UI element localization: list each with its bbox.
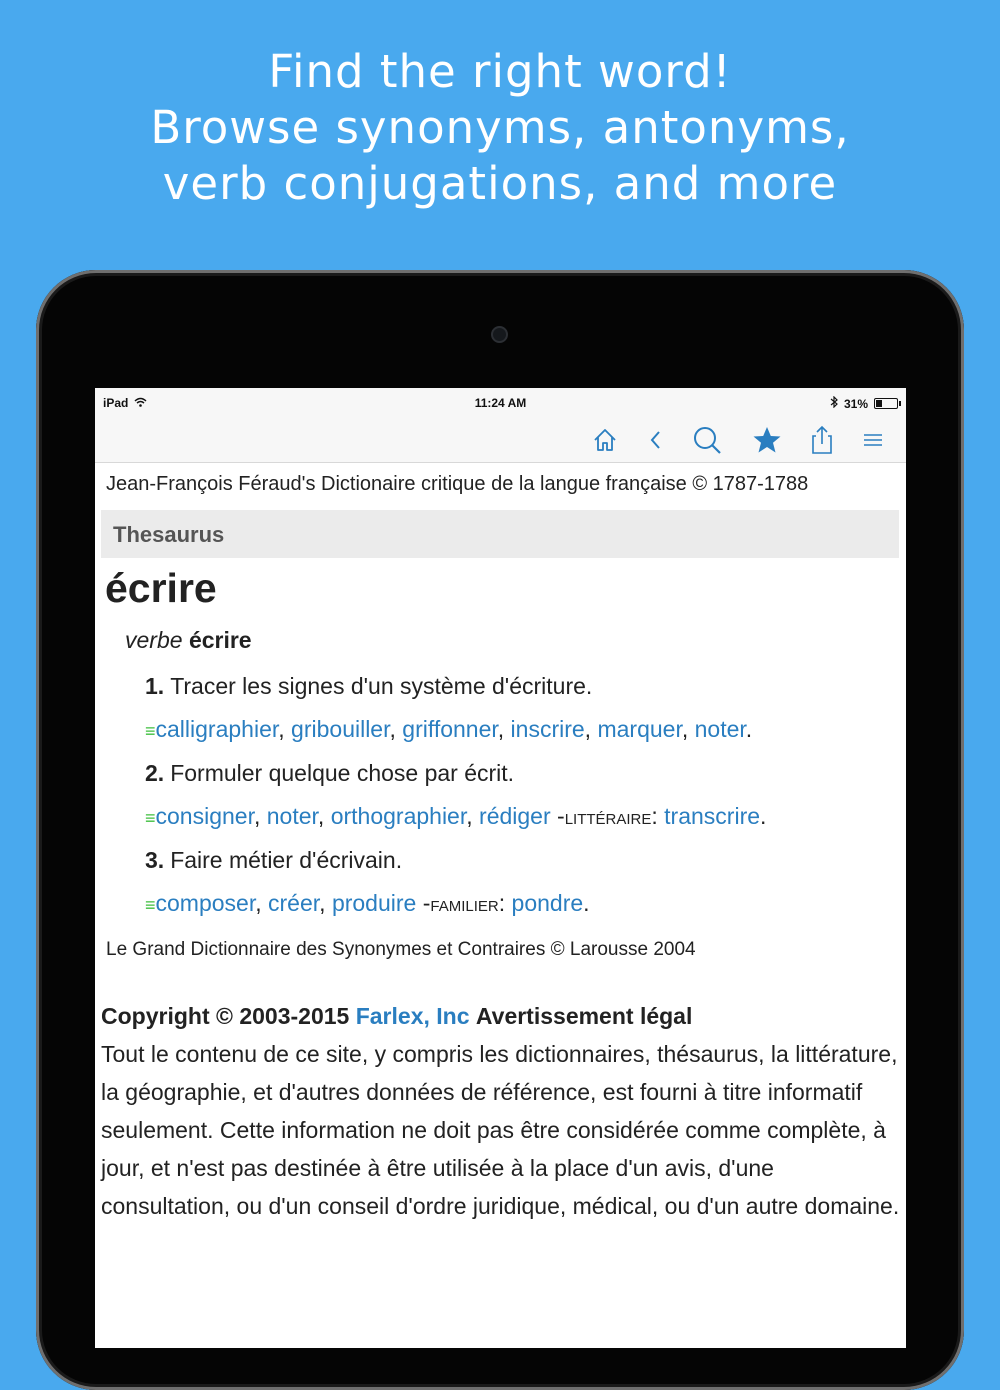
battery-percent: 31% [843, 396, 868, 411]
synonym-link[interactable]: calligraphier [155, 716, 279, 742]
synonym-link[interactable]: griffonner [402, 716, 498, 742]
synonym-list: ≡consigner, noter, orthographier, rédiger -LITTÉRAIRE: transcrire. [145, 803, 767, 829]
synonym-link[interactable]: créer [268, 890, 320, 916]
sense-definition [145, 847, 402, 874]
battery-level [876, 400, 882, 407]
pos-word: écrire [188, 627, 252, 653]
copyright-body: Tout le contenu de ce site, y compris les dictionnaires, thésaurus, la littérature, la géographie, et d'autres données de référence, est fourni à titre informatif seulement. Cette information ne doit pas être considérée comme complète, à jour, et n'est pas destinée à être utilisée à la place d'un avis, d'une consultation, ou d'un conseil d'ordre juridique, médical, ou d'un autre domaine. [101, 1041, 900, 1219]
synonym-link[interactable]: marquer [597, 716, 682, 742]
device-label: iPad [103, 396, 129, 410]
synonym-link[interactable]: consigner [155, 803, 254, 829]
synonym-link[interactable]: pondre [511, 890, 584, 916]
synonym-link[interactable]: transcrire [664, 803, 761, 829]
synonym-link[interactable]: noter [266, 803, 318, 829]
status-bar [95, 388, 906, 418]
promo-line-2: Browse synonyms, antonyms, [150, 101, 850, 154]
section-header [101, 510, 899, 558]
sense-text: Formuler quelque chose par écrit. [170, 760, 515, 786]
battery-icon [874, 398, 898, 409]
sense-text: Tracer les signes d'un système d'écriture. [170, 673, 593, 699]
section-title: Thesaurus [113, 522, 225, 547]
copyright-block [101, 997, 901, 1225]
synonym-link[interactable]: composer [155, 890, 256, 916]
star-icon[interactable] [749, 422, 785, 458]
sense-text: Faire métier d'écrivain. [170, 847, 403, 873]
bluetooth-icon [830, 396, 838, 411]
legal-notice: Avertissement légal [475, 1003, 693, 1029]
sense-definition [145, 673, 592, 700]
register-label: LITTÉRAIRE [564, 811, 652, 828]
synonym-link[interactable]: gribouiller [291, 716, 390, 742]
synonym-marker-icon: ≡ [145, 721, 156, 741]
larousse-citation: Le Grand Dictionnaire des Synonymes et Contraires © Larousse 2004 [106, 939, 696, 960]
share-icon[interactable] [804, 422, 840, 458]
menu-icon[interactable] [855, 422, 891, 458]
synonym-link[interactable]: rédiger [479, 803, 551, 829]
app-screen [95, 388, 906, 1348]
promo-line-3: verb conjugations, and more [162, 157, 838, 210]
register-label: FAMILIER [430, 898, 499, 915]
search-icon[interactable] [689, 422, 725, 458]
synonym-link[interactable]: orthographier [330, 803, 467, 829]
clock: 11:24 AM [474, 396, 527, 410]
sense-definition [145, 760, 514, 787]
promo-line-1: Find the right word! [268, 45, 732, 98]
synonym-list: ≡calligraphier, gribouiller, griffonner, inscrire, marquer, noter. [145, 716, 753, 742]
back-icon[interactable] [638, 422, 674, 458]
promo-headline [0, 44, 1000, 212]
sense-number: 3. [145, 847, 165, 873]
farlex-link[interactable]: Farlex, Inc [355, 1003, 470, 1029]
page-title: écrire [105, 565, 217, 611]
synonym-marker-icon: ≡ [145, 808, 156, 828]
home-icon[interactable] [587, 422, 623, 458]
synonym-link[interactable]: noter [694, 716, 746, 742]
sense-number: 1. [145, 673, 165, 699]
pos-label: verbe [125, 627, 183, 653]
camera-icon [491, 326, 508, 343]
synonym-link[interactable]: produire [331, 890, 417, 916]
synonym-link[interactable]: inscrire [510, 716, 585, 742]
copyright-prefix: Copyright © 2003-2015 [101, 1003, 350, 1029]
sense-number: 2. [145, 760, 165, 786]
source-citation: Jean-François Féraud's Dictionaire critique de la langue française © 1787-1788 [106, 473, 809, 495]
synonym-list: ≡composer, créer, produire -FAMILIER: pondre. [145, 890, 590, 916]
toolbar [95, 418, 906, 463]
synonym-marker-icon: ≡ [145, 895, 156, 915]
part-of-speech [125, 627, 252, 654]
